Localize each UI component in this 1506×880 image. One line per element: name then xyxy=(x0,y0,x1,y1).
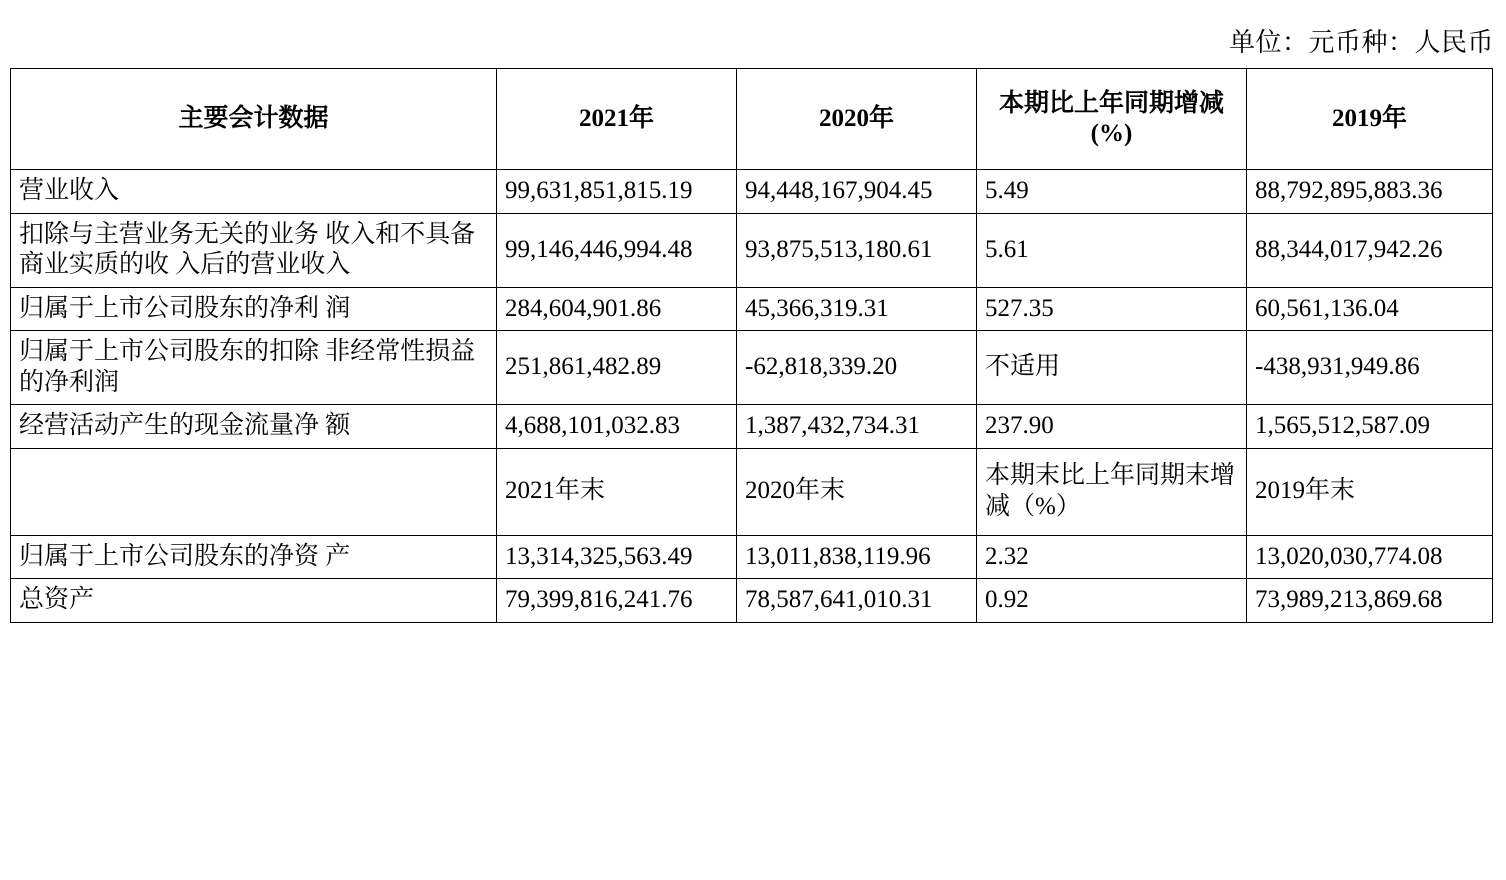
table-row xyxy=(11,579,1493,623)
cell-2020: 93,875,513,180.61 xyxy=(737,213,977,287)
subheader-empty-cell xyxy=(11,448,497,535)
column-header-change: 本期比上年同期增减(%) xyxy=(977,69,1247,170)
cell-change: 237.90 xyxy=(977,405,1247,449)
cell-change: 5.61 xyxy=(977,213,1247,287)
cell-2019: 60,561,136.04 xyxy=(1247,287,1493,331)
cell-2021: 99,631,851,815.19 xyxy=(497,170,737,214)
row-label: 归属于上市公司股东的净资 产 xyxy=(11,535,497,579)
cell-change: 0.92 xyxy=(977,579,1247,623)
cell-change: 5.49 xyxy=(977,170,1247,214)
cell-2020: 1,387,432,734.31 xyxy=(737,405,977,449)
cell-2020: 78,587,641,010.31 xyxy=(737,579,977,623)
cell-2021: 13,314,325,563.49 xyxy=(497,535,737,579)
row-label: 归属于上市公司股东的扣除 非经常性损益的净利润 xyxy=(11,331,497,405)
subheader-2019: 2019年末 xyxy=(1247,448,1493,535)
unit-note: 单位：元币种：人民币 xyxy=(1228,28,1494,57)
cell-2020: 94,448,167,904.45 xyxy=(737,170,977,214)
table-row xyxy=(11,287,1493,331)
cell-2021: 4,688,101,032.83 xyxy=(497,405,737,449)
column-header-2019: 2019年 xyxy=(1247,69,1493,170)
cell-2021: 284,604,901.86 xyxy=(497,287,737,331)
row-label: 经营活动产生的现金流量净 额 xyxy=(11,405,497,449)
row-label: 扣除与主营业务无关的业务 收入和不具备商业实质的收 入后的营业收入 xyxy=(11,213,497,287)
table-row xyxy=(11,331,1493,405)
financial-summary-table xyxy=(10,68,1493,623)
cell-2019: 73,989,213,869.68 xyxy=(1247,579,1493,623)
table-row xyxy=(11,213,1493,287)
table-row xyxy=(11,405,1493,449)
cell-2021: 79,399,816,241.76 xyxy=(497,579,737,623)
subheader-change: 本期末比上年同期末增减（%） xyxy=(977,448,1247,535)
table-subheader-row xyxy=(11,448,1493,535)
cell-2020: 45,366,319.31 xyxy=(737,287,977,331)
subheader-2021: 2021年末 xyxy=(497,448,737,535)
subheader-2020: 2020年末 xyxy=(737,448,977,535)
cell-2019: 13,020,030,774.08 xyxy=(1247,535,1493,579)
table-row xyxy=(11,170,1493,214)
cell-change: 不适用 xyxy=(977,331,1247,405)
row-label: 营业收入 xyxy=(11,170,497,214)
row-label: 归属于上市公司股东的净利 润 xyxy=(11,287,497,331)
cell-2020: -62,818,339.20 xyxy=(737,331,977,405)
cell-2019: 1,565,512,587.09 xyxy=(1247,405,1493,449)
cell-2021: 99,146,446,994.48 xyxy=(497,213,737,287)
cell-2019: 88,792,895,883.36 xyxy=(1247,170,1493,214)
cell-2019: -438,931,949.86 xyxy=(1247,331,1493,405)
table-header-row xyxy=(11,69,1493,170)
cell-2021: 251,861,482.89 xyxy=(497,331,737,405)
row-label: 总资产 xyxy=(11,579,497,623)
cell-2019: 88,344,017,942.26 xyxy=(1247,213,1493,287)
cell-change: 527.35 xyxy=(977,287,1247,331)
table-row xyxy=(11,535,1493,579)
cell-change: 2.32 xyxy=(977,535,1247,579)
column-header-2020: 2020年 xyxy=(737,69,977,170)
column-header-2021: 2021年 xyxy=(497,69,737,170)
cell-2020: 13,011,838,119.96 xyxy=(737,535,977,579)
column-header-item: 主要会计数据 xyxy=(11,69,497,170)
